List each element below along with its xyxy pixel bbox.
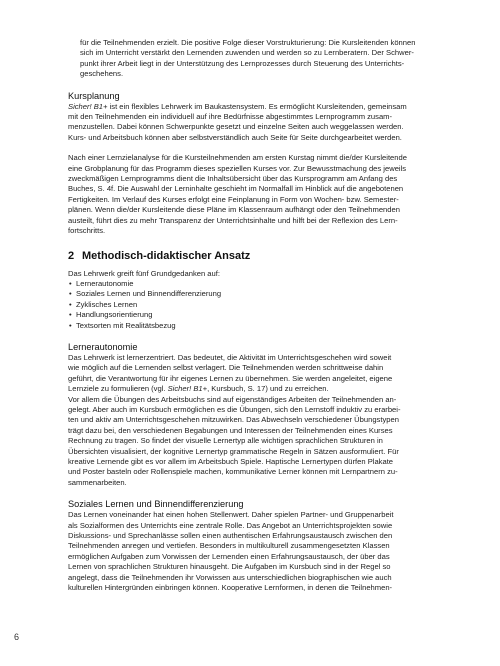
book-title: Sicher! B1+: [167, 384, 208, 394]
text-line: ermöglichen Aufgaben zum Vorwissen der Lernenden einen Erfahrungsaustausch, der über das: [68, 551, 390, 561]
kursplanung-paragraph-1: [68, 102, 434, 144]
text-line: plänen. Wenn die/der Kursleitende diese Pläne im Klassenraum aufhängt oder den Teilnehmenden: [68, 205, 400, 215]
section-intro: Das Lehrwerk greift fünf Grundgedanken auf:: [68, 268, 220, 278]
lernerautonomie-paragraph: [68, 353, 434, 488]
text-line: eine Grobplanung für das Programm dieses speziellen Kurses vor. Zur Bewusstmachung des jeweils: [68, 163, 407, 173]
text-line: Fertigkeiten. Im Verlauf des Kurses erfolgt eine Feinplanung in Form von Wochen- bzw. Semester-: [68, 194, 399, 204]
text-line: , Kursbuch, S. 17) und zu erreichen.: [207, 384, 329, 394]
text-line: für die Teilnehmenden erzielt. Die positive Folge dieser Vorstrukturierung: Die Kursleitenden können: [80, 38, 416, 47]
bullet-icon: •: [69, 278, 72, 288]
text-line: Das Lehrwerk ist lernerzentriert. Das bedeutet, die Aktivität im Unterrichtsgeschehen wird soweit: [68, 352, 392, 362]
section-title: Methodisch-didaktischer Ansatz: [82, 249, 251, 262]
intro-paragraph: [68, 38, 434, 80]
text-line: Rechnung zu tragen. So findet der visuelle Lernertyp alle wichtigen sprachlichen Strukturen in: [68, 436, 383, 446]
text-line: kreative Lernende gibt es vor allem im Arbeitsbuch Spiele. Haptische Lernertypen dürfen Plakate: [68, 457, 394, 466]
page-number: 6: [14, 632, 20, 642]
list-item: • Zyklisches Lernen: [69, 299, 138, 309]
text-line: wie möglich auf die Lernenden selbst verlagert. Die Teilnehmenden werden schrittweise dahin: [68, 363, 384, 373]
text-line: zweckmäßigen Lernprogramms dient die Inhaltsübersicht über das Kursprogramm am Anfang des: [68, 174, 398, 184]
text-line: mit den Teilnehmenden ein individuell auf ihre Bedürfnisse abgestimmtes Lernprogramm zusam-: [68, 112, 393, 122]
kursplanung-heading: Kursplanung: [68, 90, 120, 101]
text-line: ten und aktiv am Unterrichtsgeschehen mitzuwirken. Das Abwechseln verschiedener Übungstypen: [68, 415, 399, 425]
bullet-icon: •: [69, 299, 72, 309]
text-line: fortschritts.: [68, 226, 106, 236]
bullet-icon: •: [69, 289, 72, 299]
section-number: 2: [68, 249, 75, 262]
kursplanung-paragraph-2: [68, 153, 434, 236]
list-item: • Lernerautonomie: [69, 278, 134, 288]
list-item: • Soziales Lernen und Binnendifferenzierung: [69, 289, 222, 299]
list-item: • Handlungsorientierung: [69, 310, 153, 320]
soziales-lernen-heading: Soziales Lernen und Binnendifferenzierung: [68, 499, 244, 510]
bullet-icon: •: [69, 320, 72, 330]
text-line: punkt ihrer Arbeit liegt in der Unterstützung des Lernprozesses durch Steuerung des Unterrichts-: [80, 58, 405, 68]
text-line: kulturellen Hintergründen einbringen können. Kooperative Lernformen, in denen die Teilnehmen-: [68, 583, 393, 593]
text-line: als Sozialformen des Unterrichts eine zentrale Rolle. Das Angebot an Unterrichtsprojekten sowie: [68, 520, 393, 530]
text-line: trägt dazu bei, den verschiedenen Begabungen und Interessen der Teilnehmenden eines Kurses: [68, 425, 393, 435]
text-line: und Poster basteln oder Rollenspiele machen, kommunikative Lerner können mit Lernpartnern zu-: [68, 467, 398, 477]
soziales-lernen-paragraph: [68, 510, 434, 593]
list-item: • Textsorten mit Realitätsbezug: [69, 320, 176, 330]
bullet-icon: •: [69, 310, 72, 320]
text-line: ist ein flexibles Lehrwerk im Baukastensystem. Es ermöglicht Kursleitenden, gemeinsam: [107, 101, 407, 111]
text-line: Diskussions- und Sprechanlässe sollen einen authentischen Erfahrungsaustausch zwischen den: [68, 531, 393, 541]
text-line: Teilnehmenden anregen und vertiefen. Besonders in multikulturell zusammengesetzten Klassen: [68, 541, 390, 551]
text-line: Buches, S. 4f. Die Auswahl der Lerninhalte geschieht im Normalfall im Hinblick auf die angebotenen: [68, 184, 404, 194]
text-line: Kurs- und Arbeitsbuch können aber selbstverständlich auch Seite für Seite durchgearbeitet werden.: [68, 132, 402, 142]
text-line: menzustellen. Dabei können Schwerpunkte gesetzt und einzelne Seiten auch weggelassen werden.: [68, 122, 404, 132]
text-line: sich im Unterricht verstärkt den Lernenden zuwenden und werden so zu Lernberatern. Der Schwer-: [80, 48, 414, 58]
text-line: Lernziele zu formulieren (vgl.: [68, 384, 168, 394]
section-heading: [68, 249, 434, 263]
text-line: Das Lernen voneinander hat einen hohen Stellenwert. Daher spielen Partner- und Gruppenarbeit: [68, 510, 394, 520]
lernerautonomie-heading: Lernerautonomie: [68, 341, 138, 352]
text-line: angelegt, dass die Teilnehmenden ihr Vorwissen aus unterschiedlichen biographischen wie auch: [68, 572, 392, 582]
text-line: Nach einer Lernzielanalyse für die Kursteilnehmenden am ersten Kurstag nimmt die/der Kursleitende: [68, 153, 407, 163]
text-line: Lernen von sprachlichen Strukturen hinausgeht. Die Aufgaben im Kursbuch sind in der Regel so: [68, 562, 391, 572]
text-line: sammenarbeiten.: [68, 477, 127, 487]
text-line: Vor allem die Übungen des Arbeitsbuchs sind auf eigenständiges Arbeiten der Teilnehmenden an-: [68, 394, 397, 404]
text-line: gelegt. Aber auch im Kursbuch ermöglichen es die Übungen, sich den Lernstoff induktiv zu erarbei-: [68, 404, 401, 414]
text-line: geführt, die Verantwortung für ihr eigenes Lernen zu übernehmen. Sie werden angeleitet, eigene: [68, 373, 393, 383]
text-line: geschehens.: [80, 69, 124, 79]
text-line: austeilt, führt dies zu mehr Transparenz der Unterrichtsinhalte und hilft bei der Reflexion des Lern-: [68, 215, 398, 225]
book-title: Sicher! B1+: [68, 101, 108, 111]
text-line: Übersichten visualisiert, der kognitive Lernertyp grammatische Regeln in Sätzen ausformuliert. Für: [68, 446, 399, 456]
text-column: [68, 38, 434, 593]
principles-list: [68, 279, 434, 331]
